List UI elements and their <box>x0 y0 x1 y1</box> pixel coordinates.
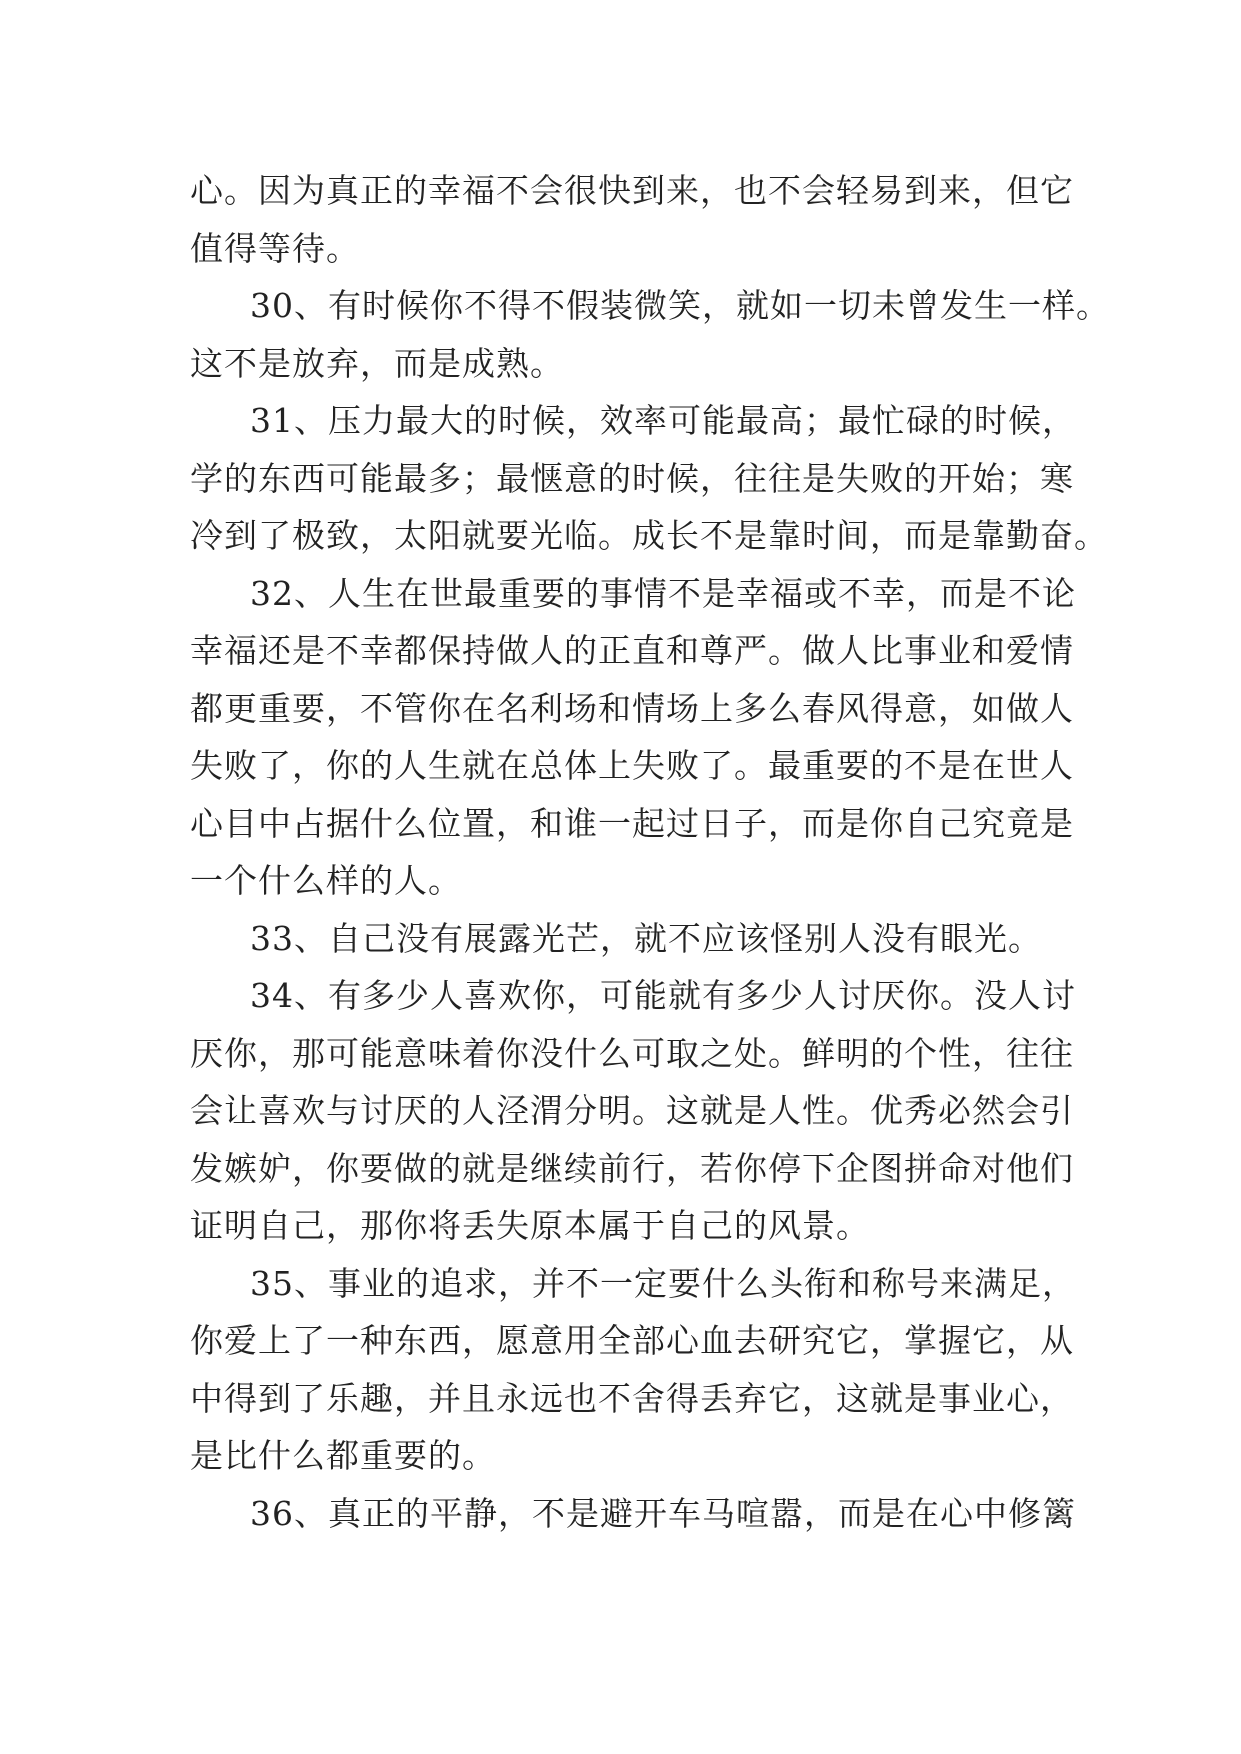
text-line: 都更重要，不管你在名利场和情场上多么春风得意，如做人 <box>190 688 1074 728</box>
paragraph-32-line: 32、人生在世最重要的事情不是幸福或不幸，而是不论 <box>250 573 1076 613</box>
text-line: 一个什么样的人。 <box>190 861 462 900</box>
text-line: 这不是放弃，而是成熟。 <box>190 343 564 383</box>
body-text <box>190 162 1110 1542</box>
paragraph-34-line: 34、有多少人喜欢你，可能就有多少人讨厌你。没人讨 <box>250 976 1076 1015</box>
text-line: 你爱上了一种东西，愿意用全部心血去研究它，掌握它，从 <box>190 1321 1074 1360</box>
paragraph-35-line: 35、事业的追求，并不一定要什么头衔和称号来满足， <box>250 1263 1076 1303</box>
text-line: 中得到了乐趣，并且永远也不舍得丢弃它，这就是事业心， <box>190 1378 1074 1418</box>
text-line: 值得等待。 <box>190 228 360 268</box>
paragraph-31-line: 31、压力最大的时候，效率可能最高；最忙碌的时候， <box>250 401 1076 440</box>
text-line: 证明自己，那你将丢失原本属于自己的风景。 <box>190 1206 870 1245</box>
paragraph-36-line: 36、真正的平静，不是避开车马喧嚣，而是在心中修篱 <box>250 1493 1076 1533</box>
text-line: 学的东西可能最多；最惬意的时候，往往是失败的开始；寒 <box>190 458 1074 498</box>
text-line: 是比什么都重要的。 <box>190 1436 496 1475</box>
paragraph-30-line: 30、有时候你不得不假装微笑，就如一切未曾发生一样。 <box>250 286 1110 325</box>
text-line: 幸福还是不幸都保持做人的正直和尊严。做人比事业和爱情 <box>190 631 1074 670</box>
text-line: 冷到了极致，太阳就要光临。成长不是靠时间，而是靠勤奋。 <box>190 516 1108 555</box>
text-line: 失败了，你的人生就在总体上失败了。最重要的不是在世人 <box>190 746 1074 785</box>
text-line: 心。因为真正的幸福不会很快到来，也不会轻易到来，但它 <box>190 171 1074 210</box>
text-line: 发嫉妒，你要做的就是继续前行，若你停下企图拼命对他们 <box>190 1148 1074 1188</box>
text-line: 心目中占据什么位置，和谁一起过日子，而是你自己究竟是 <box>190 803 1074 843</box>
text-line: 会让喜欢与讨厌的人泾渭分明。这就是人性。优秀必然会引 <box>190 1091 1074 1130</box>
text-line: 厌你，那可能意味着你没什么可取之处。鲜明的个性，往往 <box>190 1033 1074 1073</box>
paragraph-33-line: 33、自己没有展露光芒，就不应该怪别人没有眼光。 <box>250 918 1042 958</box>
